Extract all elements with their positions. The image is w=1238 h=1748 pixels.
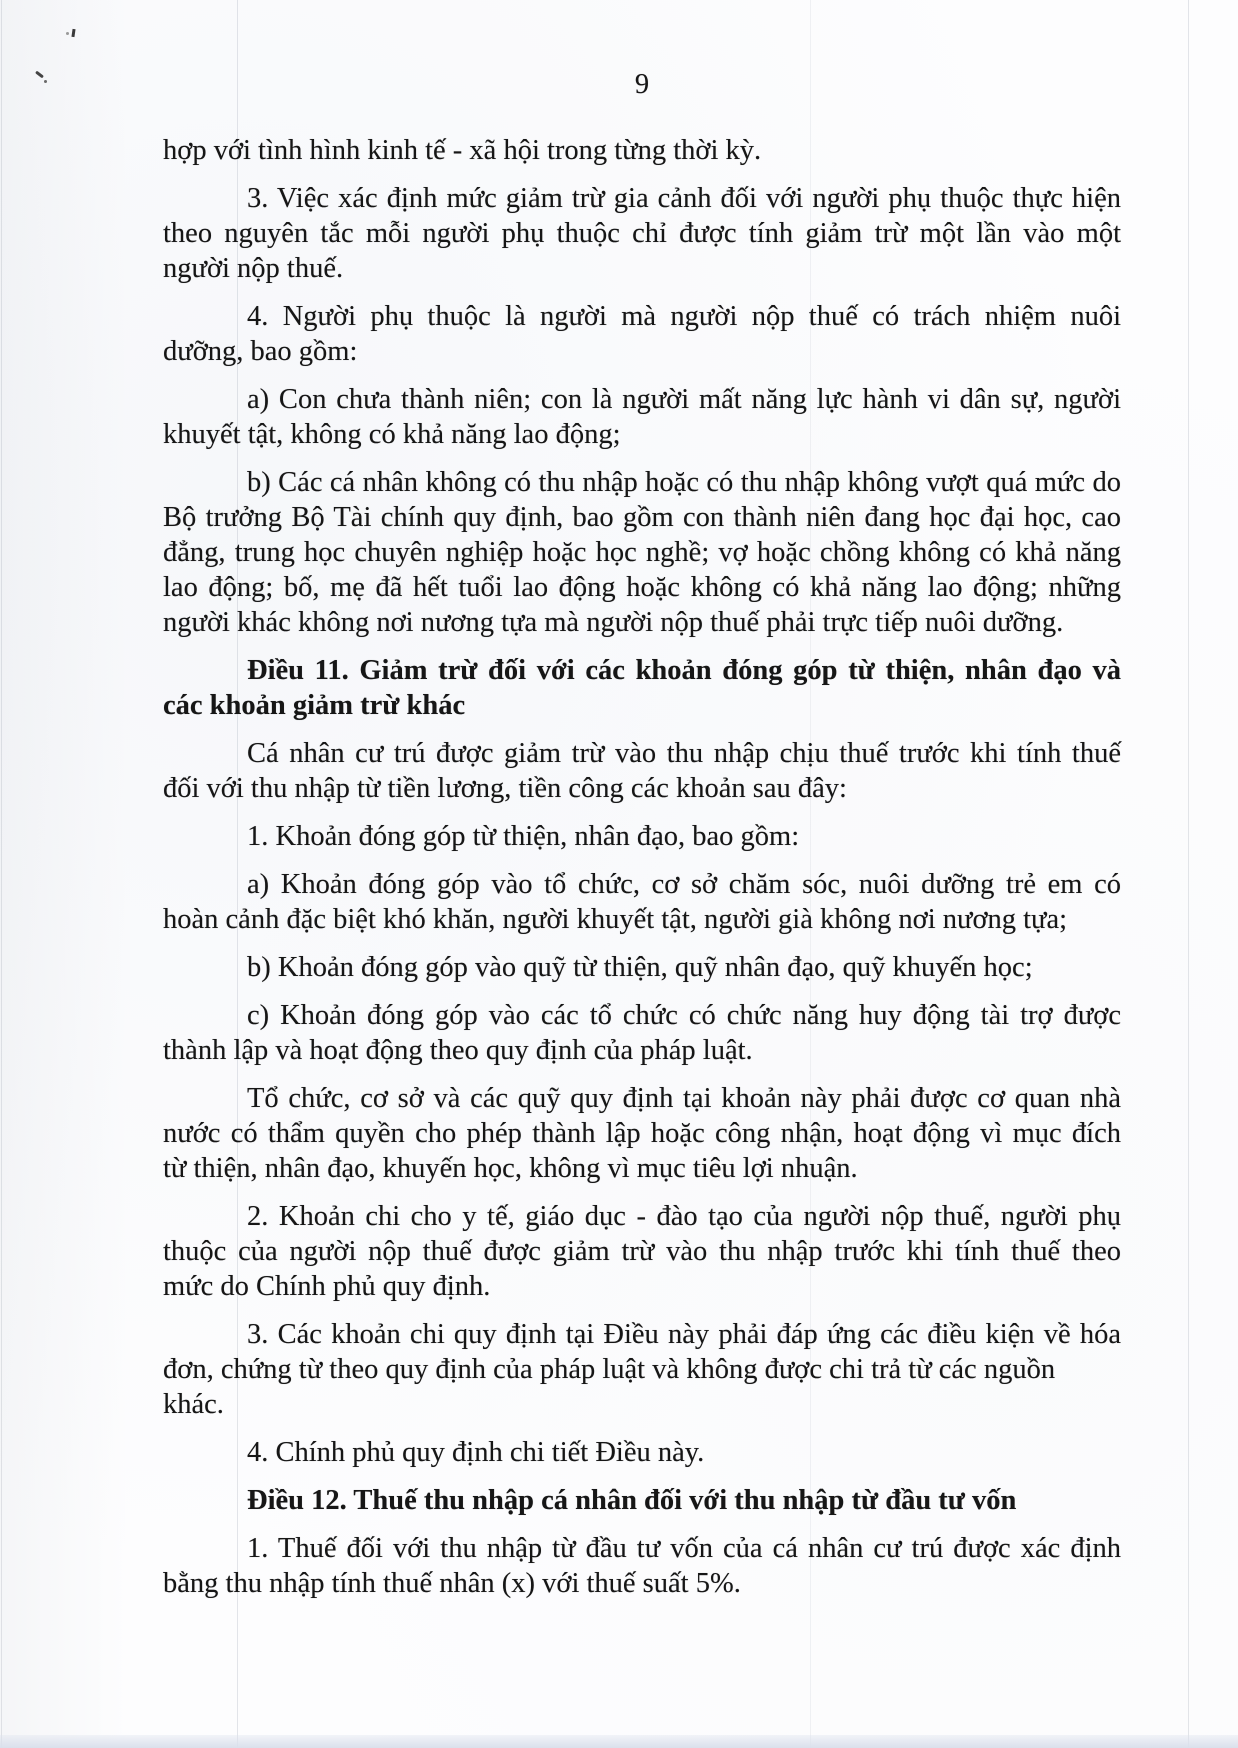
text-line: đối với thu nhập từ tiền lương, tiền công các khoản sau đây: (163, 773, 847, 804)
scan-edge-shading (0, 0, 150, 1748)
paragraph (163, 1435, 1121, 1470)
paragraph (163, 998, 1121, 1068)
text-line: 1. Khoản đóng góp từ thiện, nhân đạo, bao gồm: (247, 821, 800, 852)
text-line: thuộc của người nộp thuế được giảm trừ vào thu nhập trước khi tính thuế theo (163, 1236, 1121, 1267)
paragraph (163, 736, 1121, 806)
text-line: thành lập và hoạt động theo quy định của pháp luật. (163, 1035, 753, 1066)
text-line: 1. Thuế đối với thu nhập từ đầu tư vốn của cá nhân cư trú được xác định (247, 1533, 1121, 1564)
article-heading (163, 653, 1121, 723)
text-line: 2. Khoản chi cho y tế, giáo dục - đào tạo của người nộp thuế, người phụ (247, 1201, 1121, 1232)
paragraph (163, 299, 1121, 369)
paragraph (163, 1199, 1121, 1304)
text-line: từ thiện, nhân đạo, khuyến học, không vì mục tiêu lợi nhuận. (163, 1153, 858, 1184)
paragraph (163, 181, 1121, 286)
text-line: a) Con chưa thành niên; con là người mất năng lực hành vi dân sự, người (247, 384, 1121, 415)
text-line: các khoản giảm trừ khác (163, 690, 466, 721)
text-line: theo nguyên tắc mỗi người phụ thuộc chỉ được tính giảm trừ một lần vào một (163, 218, 1121, 249)
text-line: hoàn cảnh đặc biệt khó khăn, người khuyết tật, người già không nơi nương tựa; (163, 904, 1068, 935)
page-number: 9 (634, 69, 650, 100)
scan-speckle (44, 80, 47, 83)
text-line: 4. Người phụ thuộc là người mà người nộp thuế có trách nhiệm nuôi (247, 301, 1121, 332)
scan-speckle (66, 32, 69, 35)
text-line: đẳng, trung học chuyên nghiệp hoặc học nghề; vợ hoặc chồng không có khả năng (163, 537, 1121, 568)
scan-streak-line (1, 0, 2, 1748)
text-line: 3. Các khoản chi quy định tại Điều này phải đáp ứng các điều kiện về hóa (247, 1319, 1121, 1350)
text-line: 4. Chính phủ quy định chi tiết Điều này. (247, 1437, 705, 1468)
paragraph (163, 1531, 1121, 1601)
text-line: bằng thu nhập tính thuế nhân (x) với thuế suất 5%. (163, 1568, 741, 1599)
text-line: c) Khoản đóng góp vào các tổ chức có chức năng huy động tài trợ được (247, 1000, 1121, 1031)
scan-speckle (71, 29, 75, 37)
text-line: hợp với tình hình kinh tế - xã hội trong từng thời kỳ. (163, 135, 762, 166)
text-line: lao động; bố, mẹ đã hết tuổi lao động hoặc không có khả năng lao động; những (163, 572, 1121, 603)
text-line: Điều 12. Thuế thu nhập cá nhân đối với thu nhập từ đầu tư vốn (247, 1485, 1017, 1516)
paragraph (163, 382, 1121, 452)
text-line: Bộ trưởng Bộ Tài chính quy định, bao gồm con thành niên đang học đại học, cao (163, 502, 1121, 533)
text-line: mức do Chính phủ quy định. (163, 1271, 491, 1302)
paragraph (163, 465, 1121, 640)
text-line: khuyết tật, không có khả năng lao động; (163, 419, 621, 450)
paragraph (163, 133, 1121, 168)
scan-edge-shadow (0, 1735, 1238, 1748)
scan-speckle (35, 71, 44, 79)
paragraph (163, 1081, 1121, 1186)
text-line: Cá nhân cư trú được giảm trừ vào thu nhập chịu thuế trước khi tính thuế (247, 738, 1121, 769)
paragraph (163, 819, 1121, 854)
paragraph (163, 950, 1121, 985)
paragraph (163, 867, 1121, 937)
text-line: b) Các cá nhân không có thu nhập hoặc có thu nhập không vượt quá mức do (247, 467, 1121, 498)
text-line: dưỡng, bao gồm: (163, 336, 358, 367)
text-line: người nộp thuế. (163, 253, 344, 284)
text-line: a) Khoản đóng góp vào tổ chức, cơ sở chăm sóc, nuôi dưỡng trẻ em có (247, 869, 1121, 900)
article-heading (163, 1483, 1121, 1518)
text-line: 3. Việc xác định mức giảm trừ gia cảnh đối với người phụ thuộc thực hiện (247, 183, 1121, 214)
document-body (163, 133, 1121, 1614)
text-line: Điều 11. Giảm trừ đối với các khoản đóng góp từ thiện, nhân đạo và (247, 655, 1121, 686)
text-line: nước có thẩm quyền cho phép thành lập hoặc công nhận, hoạt động vì mục đích (163, 1118, 1121, 1149)
text-line: người khác không nơi nương tựa mà người nộp thuế phải trực tiếp nuôi dưỡng. (163, 607, 1064, 638)
text-line: Tổ chức, cơ sở và các quỹ quy định tại khoản này phải được cơ quan nhà (247, 1083, 1121, 1114)
paragraph (163, 1317, 1121, 1422)
text-line: đơn, chứng từ theo quy định của pháp luật và không được chi trả từ các nguồn khác. (163, 1354, 1056, 1420)
scan-streak-line (1188, 0, 1189, 1748)
text-line: b) Khoản đóng góp vào quỹ từ thiện, quỹ nhân đạo, quỹ khuyến học; (247, 952, 1033, 983)
